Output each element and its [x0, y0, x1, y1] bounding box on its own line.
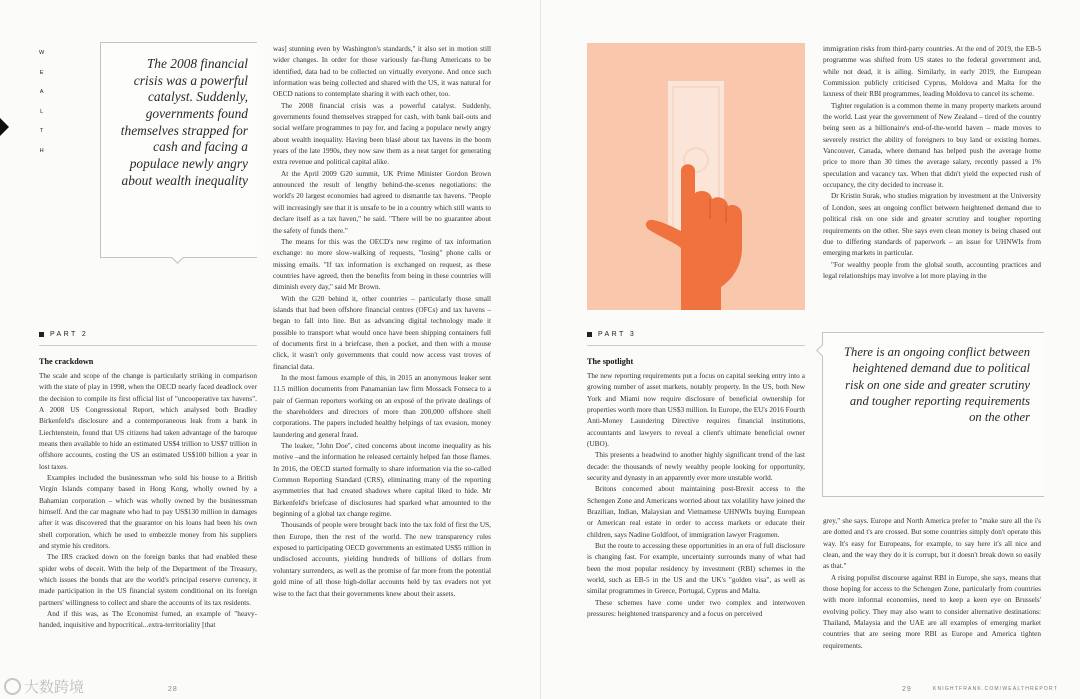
paragraph: The 2008 financial crisis was a powerful catalyst. Suddenly, governments found themselves strapped for cash, with bank bail-outs and social welfare programmes to pay for, and facing a populace newly angry about wealth inequality. Having been blasé about tax havens in the boom years of the late 1990s, they now saw them as a neat target for generating extra revenue and political capital alike. [273, 101, 491, 167]
part-2-label [39, 331, 88, 338]
vertical-letter: E [39, 69, 44, 76]
vertical-letter: H [39, 147, 44, 154]
right-column-2-top [823, 44, 1041, 282]
paragraph: The IRS cracked down on the foreign banks that had enabled these spider webs of deceit. With the help of the Department of the Treasury, which issues the bonds that are the world's principal reserve currency, it made participation in the US financial system conditional on its foreign partners' willingness to collect and share the accounts of its tax residents. [39, 553, 257, 607]
paragraph: immigration risks from third-party countries. At the end of 2019, the EB-5 programme was shifted from US states to the federal government and, while not dead, it is ailing. Similarly, in early 2019, the European Commission publicly criticised Cyprus, Moldova and Malta for the laxness of their RBI programmes, leading Moldova to cancel its scheme. [823, 45, 1041, 99]
paragraph: This presents a headwind to another highly significant trend of the last decade: the thousands of newly wealthy people looking for opportunity, security and dynasty in an apparently ever more unstable world. [587, 451, 805, 482]
paragraph: was] stunning even by Washington's standards," it also set in motion still wider changes. In order for those variously far-flung Americans to be identified, data had to be collected on virtually everyone. And once such information was being collected and shared with the US, it was natural for OECD nations to contemplate sharing it with each other, too. [273, 45, 491, 99]
vertical-section-label [39, 50, 44, 154]
section-heading: The spotlight [587, 357, 634, 366]
section-rule [587, 345, 805, 346]
paragraph: But the route to accessing these opportunities in an era of full disclosure is changing fast. For example, uncertainty surrounds many of what had been the most popular residency by investment (RBI) schemes in the world, such as EB-5 in the US and the UK's "golden visa", as well as similar programmes in Greece, Portugal, Cyprus and Malta. [587, 541, 805, 596]
pull-quote-box [822, 332, 1044, 497]
pull-quote: There is an ongoing conflict between heightened demand due to political risk on one side and greater scrutiny and tougher reporting requirements on the other [844, 345, 1030, 425]
square-bullet-icon [587, 332, 592, 337]
left-column-2 [273, 44, 491, 600]
paragraph: Britons concerned about maintaining post-Brexit access to the Schengen Zone and Americans worried about tax volatility have joined the Brazilian, Indian, Malaysian and Vietnamese UHNWIs buying European or American real estate in order to access markets or educate their children, says Nadine Goldfoot, of immigration lawyer Fragomen. [587, 485, 805, 539]
watermark [4, 676, 84, 697]
page-number: 28 [168, 686, 178, 693]
vertical-letter: T [39, 128, 44, 134]
right-column-1 [587, 356, 805, 620]
paragraph: Tighter regulation is a common theme in many property markets around the world. Last year the government of New Zealand – tired of the country being seen as a billionaire's end-of-the-world haven – made moves to severely restrict the ability of foreigners to buy land or existing homes. Vancouver, Canada, where demand has helped push the average home price to more than 30 times the average salary, recently passed a 1% speculation and vacancy tax. When that didn't yield the expected rush of occupancy, the city decided to increase it. [823, 101, 1041, 190]
page-number: 29 [902, 686, 912, 693]
paragraph: Dr Kristin Surak, who studies migration by investment at the University of London, sees an ongoing conflict between heightened demand due to political risk on one side and greater scrutiny and tougher reporting requirements on the other. She says even clean money is being chased out due to differing standards of paperwork – an issue for UHNWIs from emerging markets in particular. [823, 192, 1041, 258]
square-bullet-icon [39, 332, 44, 337]
paragraph: A rising populist discourse against RBI in Europe, she says, means that those hoping for access to the Schengen Zone, particularly from countries with more informal economies, need to keep a keen eye on Brussels' evolving policy. They may also want to consider alternative destinations: Thailand, Malaysia and the UAE are all examples of emerging market countries that are seeing more RBI as Europe and America tighten requirements. [823, 573, 1041, 650]
paragraph: Thousands of people were brought back into the tax fold of first the US, then Europe, then the rest of the world. The new transparency rules exposed to participating OECD governments an estimated US$5 trillion in undisclosed accounts, yielding hundreds of billions of dollars from voluntary surrenders, as well as the promise of far more from the potential gold mine of all those high-dollar accounts held by tax evaders not yet wise to the fact that their governments knew about their assets. [273, 521, 491, 598]
part-3-label [587, 331, 636, 338]
paragraph: These schemes have come under two complex and interwoven pressures: heightened transparency and a focus on perceived [587, 598, 805, 619]
vertical-letter: W [39, 50, 45, 56]
part-label-text: PART 2 [50, 331, 89, 338]
illustration-svg [587, 43, 805, 310]
vertical-letter: A [39, 89, 44, 95]
paragraph: "For wealthy people from the global south, accounting practices and legal relationships may involve a lot more playing in the [823, 260, 1041, 280]
part-label-text: PART 3 [598, 331, 637, 338]
paragraph: At the April 2009 G20 summit, UK Prime Minister Gordon Brown announced the result of lengthy behind-the-scenes negotiations: the world's 20 largest economies had agreed to dismantle tax havens. "People will increasingly see that it is unsafe to be in a country which still wants to declare itself as a tax haven," he said. "There will be no guarantee about the safety of funds there." [273, 169, 491, 235]
hand-holding-banknote-illustration [587, 43, 805, 310]
paragraph: And if this was, as The Economist fumed, an example of "heavy-handed, inquisitive and hypocritical...extra-territoriality [that [39, 610, 257, 630]
paragraph: The means for this was the OECD's new regime of tax information exchange: no more slow-walking of requests, "losing" phone calls or missing emails. "If tax information is exchanged on request, as these countries have agreed, then the benefits from being in these countries will diminish every day," said Mr Brown. [273, 237, 491, 292]
vertical-letter: L [40, 108, 44, 115]
pull-quote-box [100, 42, 257, 258]
right-column-2-bottom [823, 516, 1041, 652]
paragraph: Examples included the businessman who sold his house to a British Virgin Islands company based in Hong Kong, wholly owned by a Bahamian corporation – which was wholly owned by the businessman himself. And the car magnate who had to pay US$130 million in damages after it was discovered that the guarantor on his loans had been his own shell corporation, which he used to embezzle money from his suppliers and stymie his creditors. [39, 473, 257, 550]
left-column-1 [39, 356, 257, 632]
watermark-text: 大数跨境 [24, 678, 85, 696]
pull-quote: The 2008 financial crisis was a powerful catalyst. Suddenly, governments found themselves strapped for cash and facing a populace newly angry about wealth inequality [120, 56, 248, 188]
footer-url[interactable]: KNIGHTFRANK.COM/WEALTHREPORT [932, 686, 1058, 692]
watermark-logo-icon [4, 678, 21, 695]
paragraph: With the G20 behind it, other countries – particularly those small islands that had been offshore financial centres (OFCs) and tax havens – began to fall into line. But as advancing digital technology made it possible to transport what would once have been shipping containers full of documents first in a briefcase, then a pocket, and then with a mouse click, it wasn't only governments that could now access vast troves of financial data. [273, 294, 491, 371]
paragraph: The new reporting requirements put a focus on capital seeking entry into a growing number of asset markets, notably property. In the US, both New York and Miami now require disclosure of beneficial ownership for properties worth more than US$3 million. In Europe, the EU's 2016 Fourth Anti-Money Laundering Directive requires financial institutions, accountants and lawyers to reveal a client's ultimate beneficial owner (UBO). [587, 371, 805, 448]
paragraph: The scale and scope of the change is particularly striking in comparison with the state of play in 1998, when the OECD nearly faced deadlock over the decision to compile its first official list of "uncooperative tax havens". A 2008 US Congressional Report, which analysed both Bradley Birkenfeld's disclosure and a contemporaneous leak from a bank in Liechtenstein, found that US citizens had taken advantage of the baroque means then available to hide an estimated US$4 trillion to US$7 trillion in offshore accounts, costing the US an estimated US$100 billion a year in lost taxes. [39, 371, 257, 471]
section-rule [39, 345, 257, 346]
paragraph: In the most famous example of this, in 2015 an anonymous leaker sent 11.5 million documents from Panamanian law firm Mossack Fonseca to a pair of German reporters working on an exposé of the private dealings of the shareholders and directors of more than 200,000 offshore shell corporations. The papers included healthy helpings of tax evasion, money laundering and general fraud. [273, 373, 491, 439]
paragraph: grey," she says. Europe and North America prefer to "make sure all the i's are dotted and t's are crossed. But some countries simply don't operate this way. It's easy for Europeans, for example, to say here it's all nice and clean, and the way they do it is corrupt, but it doesn't break down so easily as that." [823, 517, 1041, 571]
page-arrow-icon[interactable] [0, 116, 9, 138]
paragraph: The leaker, "John Doe", cited concerns about income inequality as his motive –and the information he released certainly helped fan those flames. In 2016, the OECD started formally to share information via the so-called Common Reporting Standard (CRS), eliminating many of the reporting asymmetries that had created shadows where capital liked to hide. Mr Birkenfeld's briefcase of disclosures had sparked what amounted to the beginning of a global tax change regime. [273, 442, 491, 519]
section-heading: The crackdown [39, 357, 94, 366]
